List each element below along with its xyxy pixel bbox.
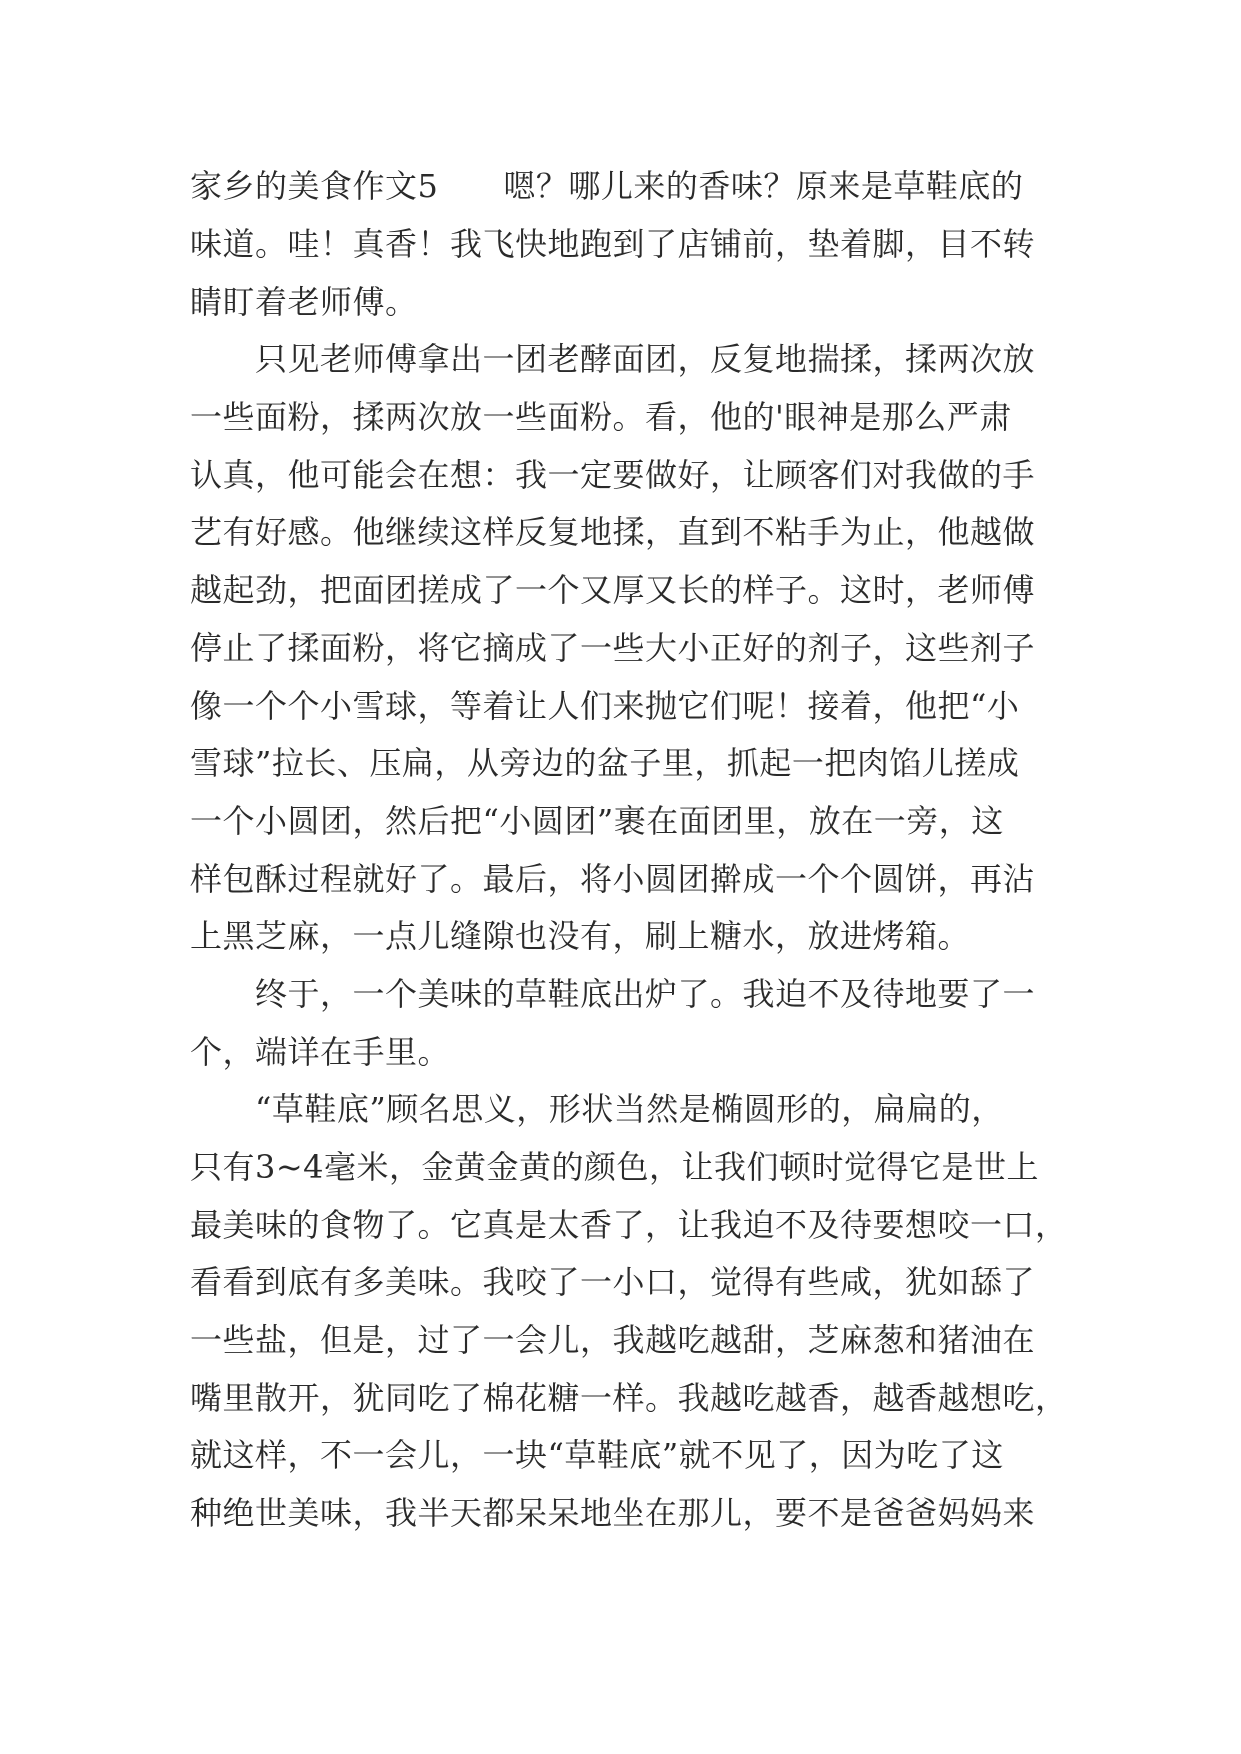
text-line: 只见老师傅拿出一团老酵面团，反复地揣揉，揉两次放 — [190, 340, 1036, 378]
text-line: 认真，他可能会在想：我一定要做好，让顾客们对我做的手 — [190, 456, 1036, 494]
text-line: 个，端详在手里。 — [190, 1033, 451, 1071]
text-line: “草鞋底”顾名思义，形状当然是椭圆形的，扁扁的， — [190, 1090, 1004, 1128]
text-line: 一些面粉，揉两次放一些面粉。看，他的'眼神是那么严肃 — [190, 398, 1012, 436]
text-line: 最美味的食物了。它真是太香了，让我迫不及待要想咬一口， — [190, 1206, 1068, 1244]
text-line: 样包酥过程就好了。最后，将小圆团擀成一个个圆饼，再沾 — [190, 860, 1036, 898]
text-line: 睛盯着老师傅。 — [190, 283, 418, 321]
text-line: 艺有好感。他继续这样反复地揉，直到不粘手为止，他越做 — [190, 513, 1036, 551]
text-line: 只有3~4毫米，金黄金黄的颜色，让我们顿时觉得它是世上 — [190, 1148, 1040, 1186]
text-line: 看看到底有多美味。我咬了一小口，觉得有些咸，犹如舔了 — [190, 1263, 1036, 1301]
text-line: 就这样，不一会儿，一块“草鞋底”就不见了，因为吃了这 — [190, 1436, 1004, 1474]
text-line: 家乡的美食作文5 嗯？哪儿来的香味？原来是草鞋底的 — [190, 167, 1024, 205]
text-line: 越起劲，把面团搓成了一个又厚又长的样子。这时，老师傅 — [190, 571, 1036, 609]
text-line: 像一个个小雪球，等着让人们来抛它们呢！接着，他把“小 — [190, 687, 1020, 725]
text-line: 嘴里散开，犹同吃了棉花糖一样。我越吃越香，越香越想吃， — [190, 1379, 1068, 1417]
text-line: 雪球”拉长、压扁，从旁边的盆子里，抓起一把肉馅儿搓成 — [190, 744, 1020, 782]
text-line: 停止了揉面粉，将它摘成了一些大小正好的剂子，这些剂子 — [190, 629, 1036, 667]
text-line: 味道。哇！真香！我飞快地跑到了店铺前，垫着脚，目不转 — [190, 225, 1036, 263]
text-line: 一些盐，但是，过了一会儿，我越吃越甜，芝麻葱和猪油在 — [190, 1321, 1036, 1359]
text-line: 上黑芝麻，一点儿缝隙也没有，刷上糖水，放进烤箱。 — [190, 917, 971, 955]
text-line: 终于，一个美味的草鞋底出炉了。我迫不及待地要了一 — [190, 975, 1036, 1013]
text-line: 一个小圆团，然后把“小圆团”裹在面团里，放在一旁，这 — [190, 802, 1004, 840]
text-line: 种绝世美味，我半天都呆呆地坐在那儿，要不是爸爸妈妈来 — [190, 1494, 1036, 1532]
